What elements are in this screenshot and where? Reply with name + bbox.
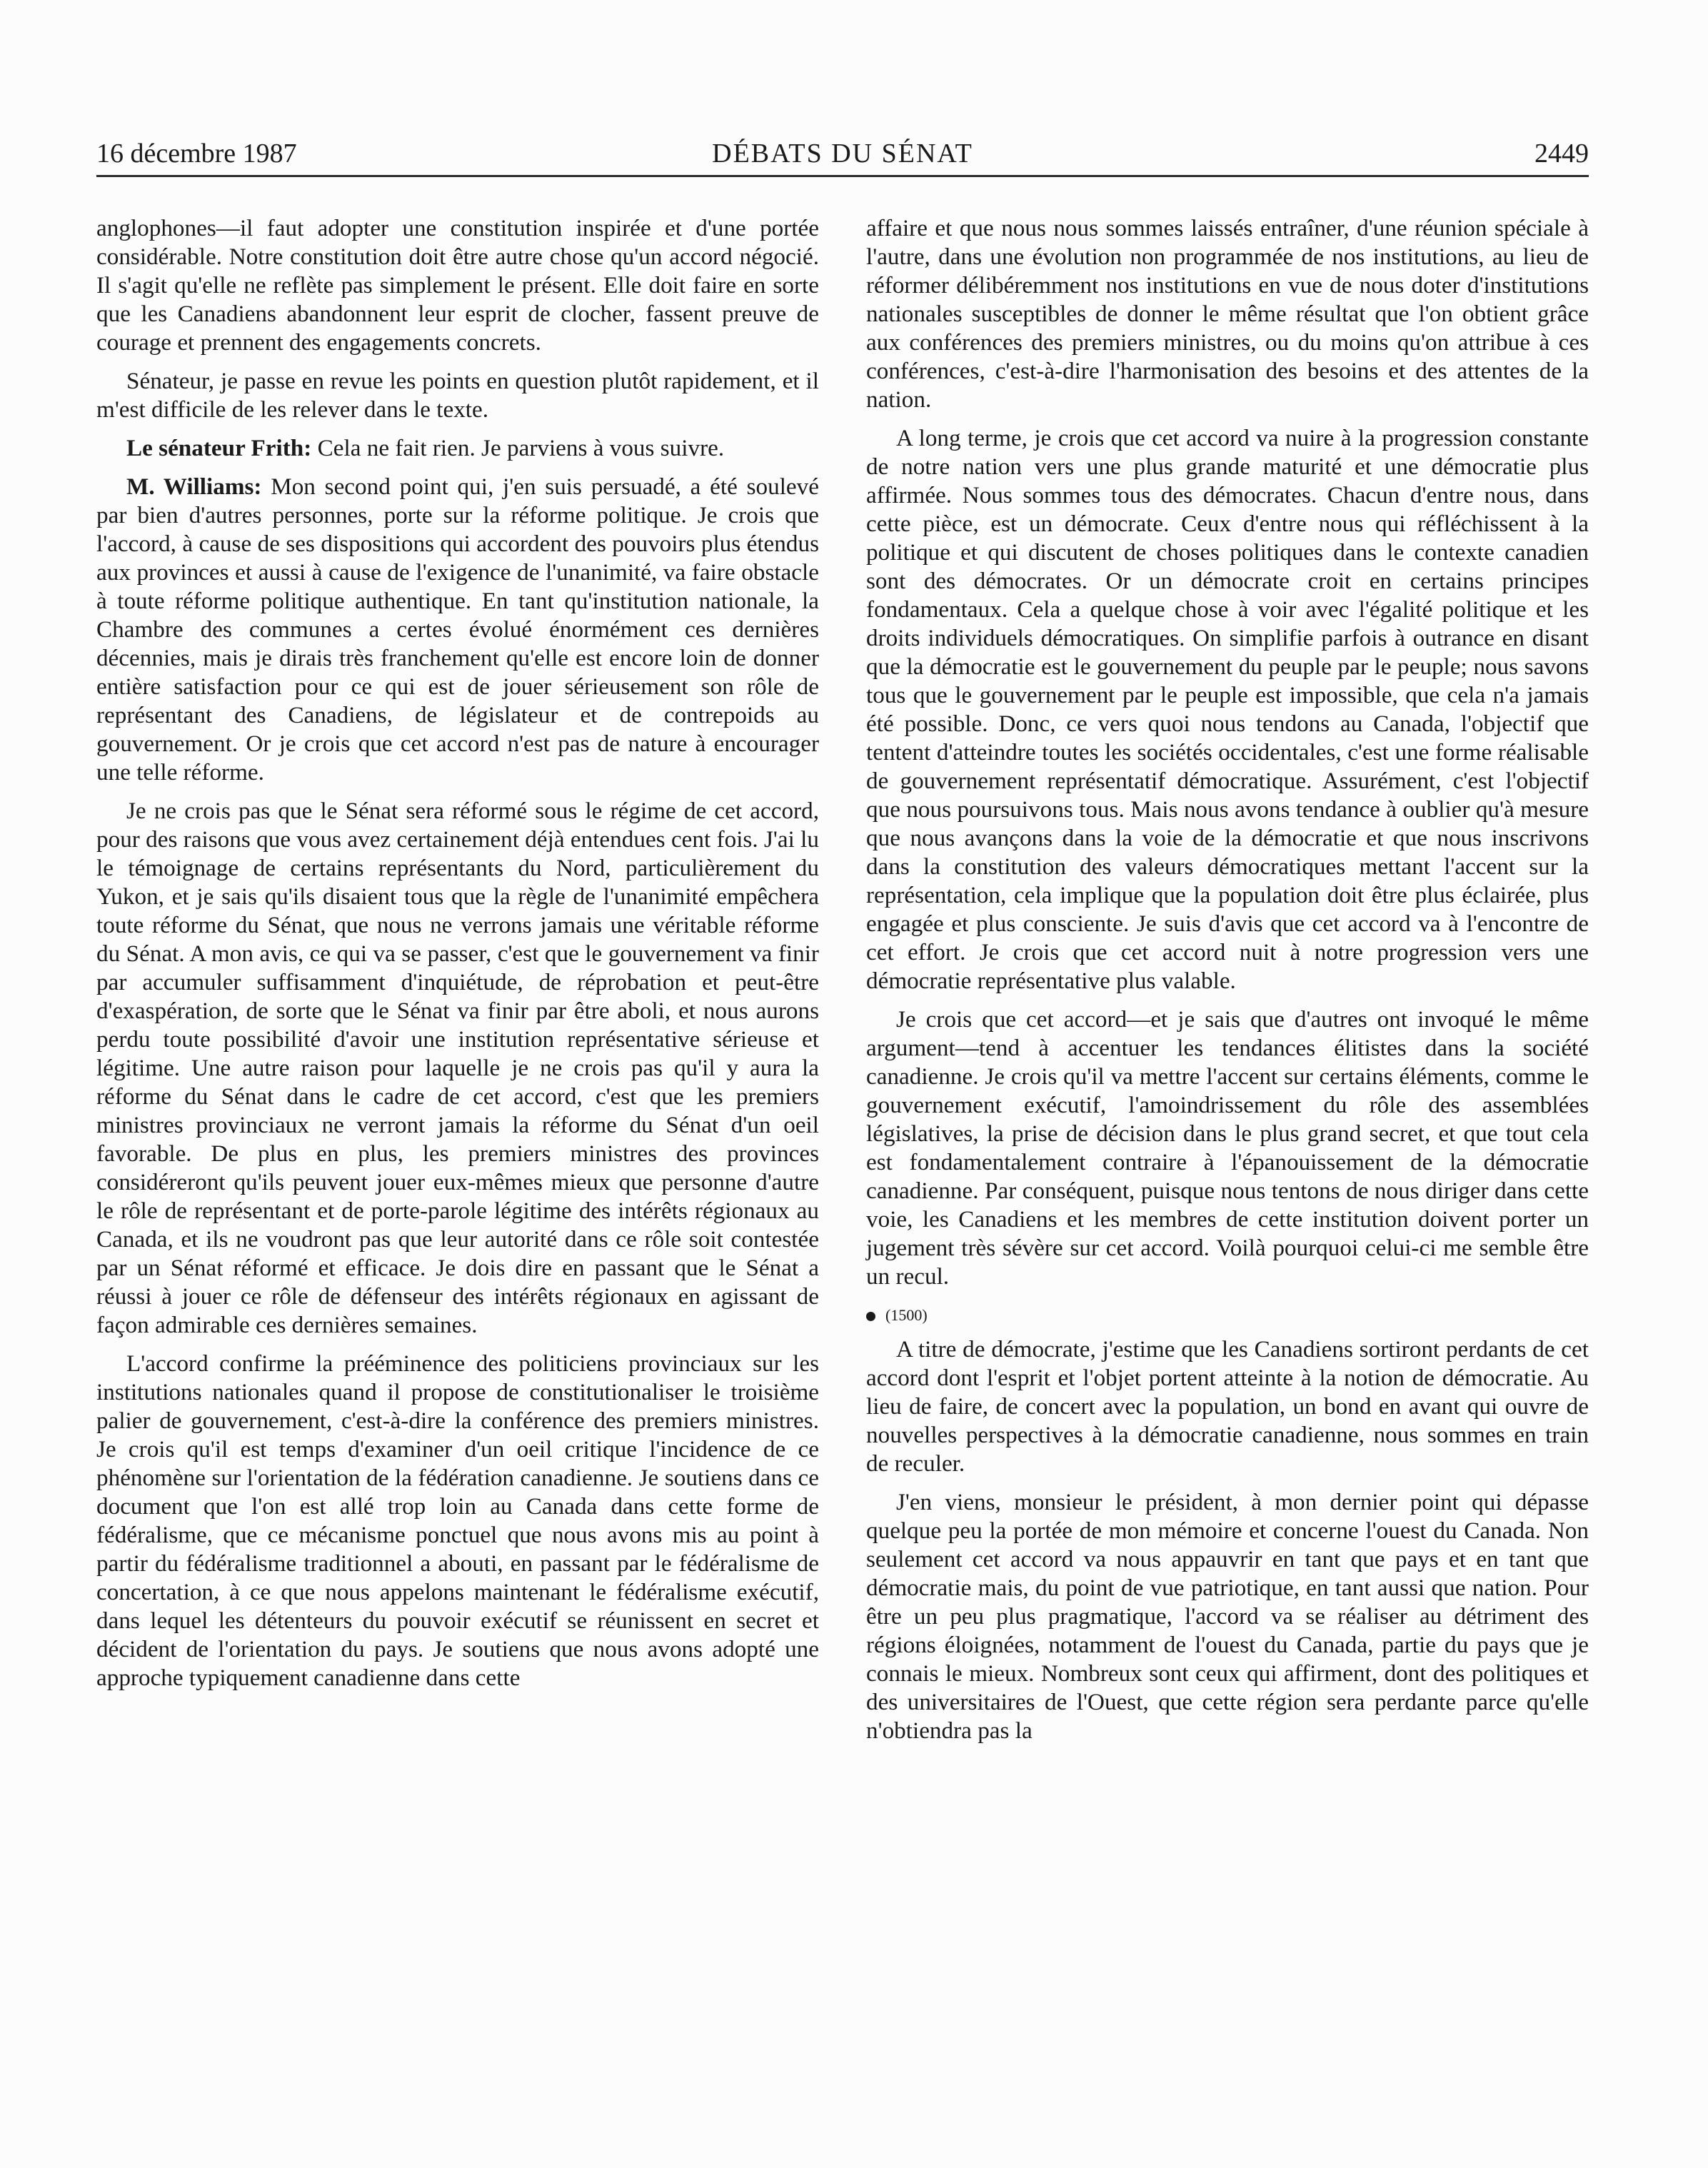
paragraph: L'accord confirme la prééminence des politiciens provinciaux sur les institutions nationales quand il propose de constitutionaliser le troisième palier de gouvernement, c'est-à-dire la conférence des premiers ministres. Je crois qu'il est temps d'examiner d'un oeil critique l'incidence de ce phénomène sur l'orientation de la fédération canadienne. Je soutiens dans ce document que l'on est allé trop loin au Canada dans cette forme de fédéralisme, que ce mécanisme ponctuel que nous avons mis au point à partir du fédéralisme traditionnel a abouti, en passant par le fédéralisme de concertation, à ce que nous appelons maintenant le fédéralisme exécutif, dans lequel les détenteurs du pouvoir exécutif se réunissent en secret et décident de l'orientation du pays. Je soutiens que nous avons adopté une approche typiquement canadienne dans cette bbox=[96, 1350, 819, 1691]
paragraph: A long terme, je crois que cet accord va nuire à la progression constante de notre nation vers une plus grande maturité et une démocratie plus affirmée. Nous sommes tous des démocrates. Chacun d'entre nous, dans cette pièce, est un démocrate. Ceux d'entre nous qui réfléchissent à la politique et qui discutent de choses politiques dans le contexte canadien sont des démocrates. Or un démocrate croit en certains principes fondamentaux. Cela a quelque chose à voir avec l'égalité politique et les droits individuels démocratiques. On simplifie parfois à outrance en disant que la démocratie est le gouvernement du peuple par le peuple; nous savons tous que le gouvernement par le peuple est impossible, que cela n'a jamais été possible. Donc, ce vers quoi nous tendons au Canada, l'objectif que tentent d'atteindre toutes les sociétés occidentales, c'est une forme réalisable de gouvernement représentatif démocratique. Assurément, c'est l'objectif que nous poursuivons tous. Mais nous avons tendance à oublier qu'à mesure que nous avançons dans la voie de la démocratie et que nous inscrivons dans la constitution des valeurs démocratiques mettant l'accent sur la représentation, cela implique que la population doit être plus éclairée, plus engagée et plus consciente. Je suis d'avis que cet accord va à l'encontre de cet effort. Je crois que cet accord nuit à notre progression vers une démocratie représentative plus valable. bbox=[866, 425, 1589, 994]
speech-text: Cela ne fait rien. Je parviens à vous suivre. bbox=[311, 435, 725, 461]
page-number: 2449 bbox=[1534, 139, 1589, 169]
paragraph: affaire et que nous nous sommes laissés entraîner, d'une réunion spéciale à l'autre, dans une évolution non programmée de nos institutions, au lieu de réformer délibéremment nos institutions en vue de nous doter d'institutions nationales susceptibles de donner le même résultat que l'on obtient grâce aux conférences des premiers ministres, ou du moins qu'on attribue à ces conférences, c'est-à-dire l'harmonisation des besoins et des attentes de la nation. bbox=[866, 215, 1589, 413]
left-column bbox=[96, 214, 819, 1702]
bullet-icon bbox=[866, 1312, 875, 1321]
right-column bbox=[866, 214, 1589, 1755]
header-date: 16 décembre 1987 bbox=[96, 139, 297, 169]
paragraph: A titre de démocrate, j'estime que les Canadiens sortiront perdants de cet accord dont l'esprit et l'objet portent atteinte à la notion de démocratie. Au lieu de faire, de concert avec la population, un bond en avant qui ouvre de nouvelles perspectives à la démocratie canadienne, nous sommes en train de reculer. bbox=[866, 1336, 1589, 1477]
paragraph: Je crois que cet accord—et je sais que d'autres ont invoqué le même argument—tend à accentuer les tendances élitistes dans la société canadienne. Je crois qu'il va mettre l'accent sur certains éléments, comme le gouvernement exécutif, l'amoindrissement du rôle des assemblées législatives, la prise de décision dans le plus grand secret, et que tout cela est fondamentalement contraire à l'épanouissement de la démocratie canadienne. Par conséquent, puisque nous tentons de nous diriger dans cette voie, les Canadiens et les membres de cette institution doivent porter un jugement très sévère sur cet accord. Voilà pourquoi celui-ci me semble être un recul. bbox=[866, 1006, 1589, 1290]
speaker-name: Le sénateur Frith: bbox=[126, 435, 312, 461]
header-title: DÉBATS DU SÉNAT bbox=[712, 139, 973, 169]
paragraph bbox=[96, 434, 819, 463]
paragraph: Je ne crois pas que le Sénat sera réformé sous le régime de cet accord, pour des raisons que vous avez certainement déjà entendues cent fois. J'ai lu le témoignage de certains représentants du Nord, particulièrement du Yukon, et je sais qu'ils disaient tous que la règle de l'unanimité empêchera toute réforme du Sénat, que nous ne verrons jamais une véritable réforme du Sénat. A mon avis, ce qui va se passer, c'est que le gouvernement va finir par accumuler suffisamment d'inquiétude, de réprobation et peut-être d'exaspération, de sorte que le Sénat va finir par être aboli, et nous aurons perdu toute possibilité d'avoir une institution représentative sérieuse et légitime. Une autre raison pour laquelle je ne crois pas qu'il y aura la réforme du Sénat dans le cadre de cet accord, c'est que les premiers ministres provinciaux ne verront jamais la réforme du Sénat d'un oeil favorable. De plus en plus, les premiers ministres des provinces considéreront qu'ils peuvent jouer eux-mêmes mieux que personne d'autre le rôle de représentant et de porte-parole légitime des intérêts régionaux au Canada, et ils ne voudront pas que leur autorité dans ce rôle soit contestée par un Sénat réformé et efficace. Je dois dire en passant que le Sénat a réussi à jouer ce rôle de défenseur des intérêts régionaux en agissant de façon admirable ces dernières semaines. bbox=[96, 798, 819, 1338]
paragraph: Sénateur, je passe en revue les points en question plutôt rapidement, et il m'est difficile de les relever dans le texte. bbox=[96, 368, 819, 423]
speaker-name: M. Williams: bbox=[126, 473, 262, 500]
time-marker bbox=[866, 1301, 1589, 1330]
paragraph: J'en viens, monsieur le président, à mon dernier point qui dépasse quelque peu la portée de mon mémoire et concerne l'ouest du Canada. Non seulement cet accord va nous appauvrir en tant que pays et en tant que démocratie mais, du point de vue patriotique, en tant aussi que nation. Pour être un peu plus pragmatique, l'accord va se réaliser au détriment des régions éloignées, notamment de l'ouest du Canada, partie du pays que je connais le mieux. Nombreux sont ceux qui affirment, dont des politiques et des universitaires de l'Ouest, que cette région sera perdante parce qu'elle n'obtiendra pas la bbox=[866, 1489, 1589, 1744]
speech-text: Mon second point qui, j'en suis persuadé, a été soulevé par bien d'autres personnes, porte sur la réforme politique. Je crois que l'accord, à cause de ses dispositions qui accordent des pouvoirs plus étendus aux provinces et aussi à cause de l'exigence de l'unanimité, va faire obstacle à toute réforme politique authentique. En tant qu'institution nationale, la Chambre des communes a certes évolué énormément ces dernières décennies, mais je dirais très franchement qu'elle est encore loin de donner entière satisfaction pour ce qui est de jouer sérieusement son rôle de représentant des Canadiens, de législateur et de contrepoids au gouvernement. Or je crois que cet accord n'est pas de nature à encourager une telle réforme. bbox=[96, 473, 819, 786]
page-header bbox=[96, 125, 1589, 177]
paragraph: anglophones—il faut adopter une constitution inspirée et d'une portée considérable. Notre constitution doit être autre chose qu'un accord négocié. Il s'agit qu'elle ne reflète pas simplement le présent. Elle doit faire en sorte que les Canadiens abandonnent leur esprit de clocher, fassent preuve de courage et prennent des engagements concrets. bbox=[96, 215, 819, 356]
time-marker-label: (1500) bbox=[885, 1306, 928, 1324]
paragraph bbox=[96, 473, 819, 787]
